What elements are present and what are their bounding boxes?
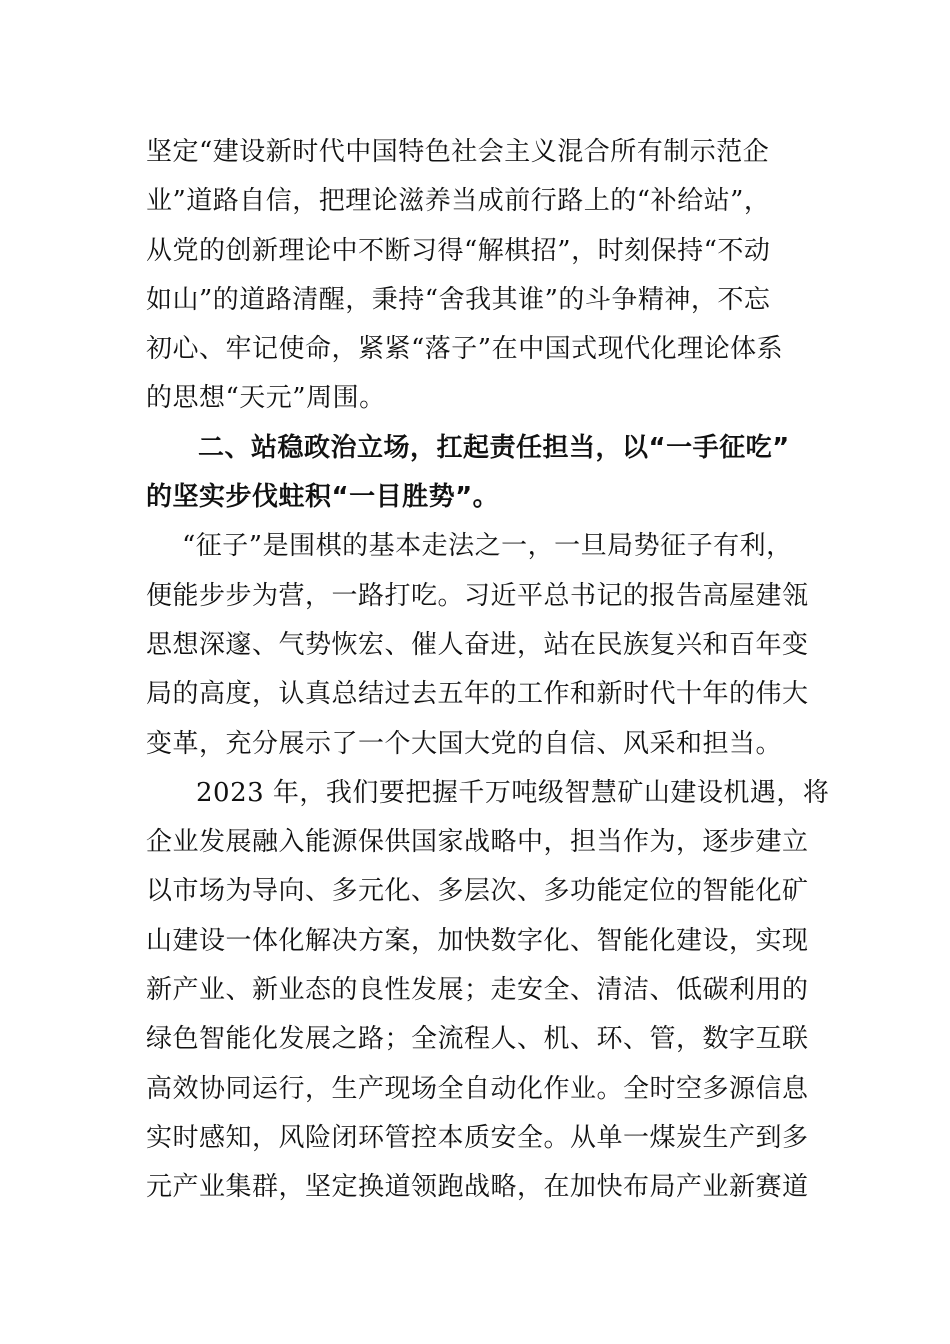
paragraph-3 [146, 769, 836, 1213]
text-line: 从党的创新理论中不断习得“解棋招”，时刻保持“不动 [146, 235, 771, 266]
text-line: 的思想“天元”周围。 [146, 383, 386, 414]
text-line: 实时感知，风险闭环管控本质安全。从单一煤炭生产到多 [146, 1122, 809, 1153]
text-line: 初心、牢记使命，紧紧“落子”在中国式现代化理论体系 [146, 334, 784, 365]
text-line: 坚定“建设新时代中国特色社会主义混合所有制示范企 [146, 137, 770, 167]
section-heading-2 [146, 424, 836, 473]
paragraph-2 [146, 522, 836, 768]
heading-line: 二、站稳政治立场，扛起责任担当，以“一手征吃” [198, 432, 790, 463]
text-line: “征子”是围棋的基本走法之一，一旦局势征子有利， [182, 531, 793, 562]
text-line: 变革，充分展示了一个大国大党的自信、风采和担当。 [146, 728, 783, 759]
text-line: 高效协同运行，生产现场全自动化作业。全时空多源信息 [146, 1073, 809, 1104]
text-line: 绿色智能化发展之路；全流程人、机、环、管，数字互联 [146, 1024, 809, 1055]
text-line: 企业发展融入能源保供国家战略中，担当作为，逐步建立 [146, 827, 809, 858]
document-body [146, 128, 836, 1213]
text-line: 新产业、新业态的良性发展；走安全、清洁、低碳利用的 [146, 975, 809, 1006]
text-line: 便能步步为营，一路打吃。习近平总书记的报告高屋建瓴 [146, 580, 809, 611]
text-line: 如山”的道路清醒，秉持“舍我其谁”的斗争精神，不忘 [146, 284, 771, 315]
paragraph-1 [146, 128, 836, 424]
text-line: 元产业集群，坚定换道领跑战略，在加快布局产业新赛道 [146, 1172, 809, 1203]
heading-line: 的坚实步伐蛀积“一目胜势”。 [146, 482, 500, 513]
section-heading-2-continued [146, 473, 836, 522]
text-line: 山建设一体化解决方案，加快数字化、智能化建设，实现 [146, 925, 809, 956]
text-line: 局的高度，认真总结过去五年的工作和新时代十年的伟大 [146, 679, 809, 710]
text-line: 以市场为导向、多元化、多层次、多功能定位的智能化矿 [146, 876, 809, 907]
text-line: 2023 年，我们要把握千万吨级智慧矿山建设机遇，将 [196, 777, 830, 808]
text-line: 思想深邃、气势恢宏、催人奋进，站在民族复兴和百年变 [146, 629, 809, 660]
text-line: 业”道路自信，把理论滋养当成前行路上的“补给站”， [146, 186, 771, 217]
